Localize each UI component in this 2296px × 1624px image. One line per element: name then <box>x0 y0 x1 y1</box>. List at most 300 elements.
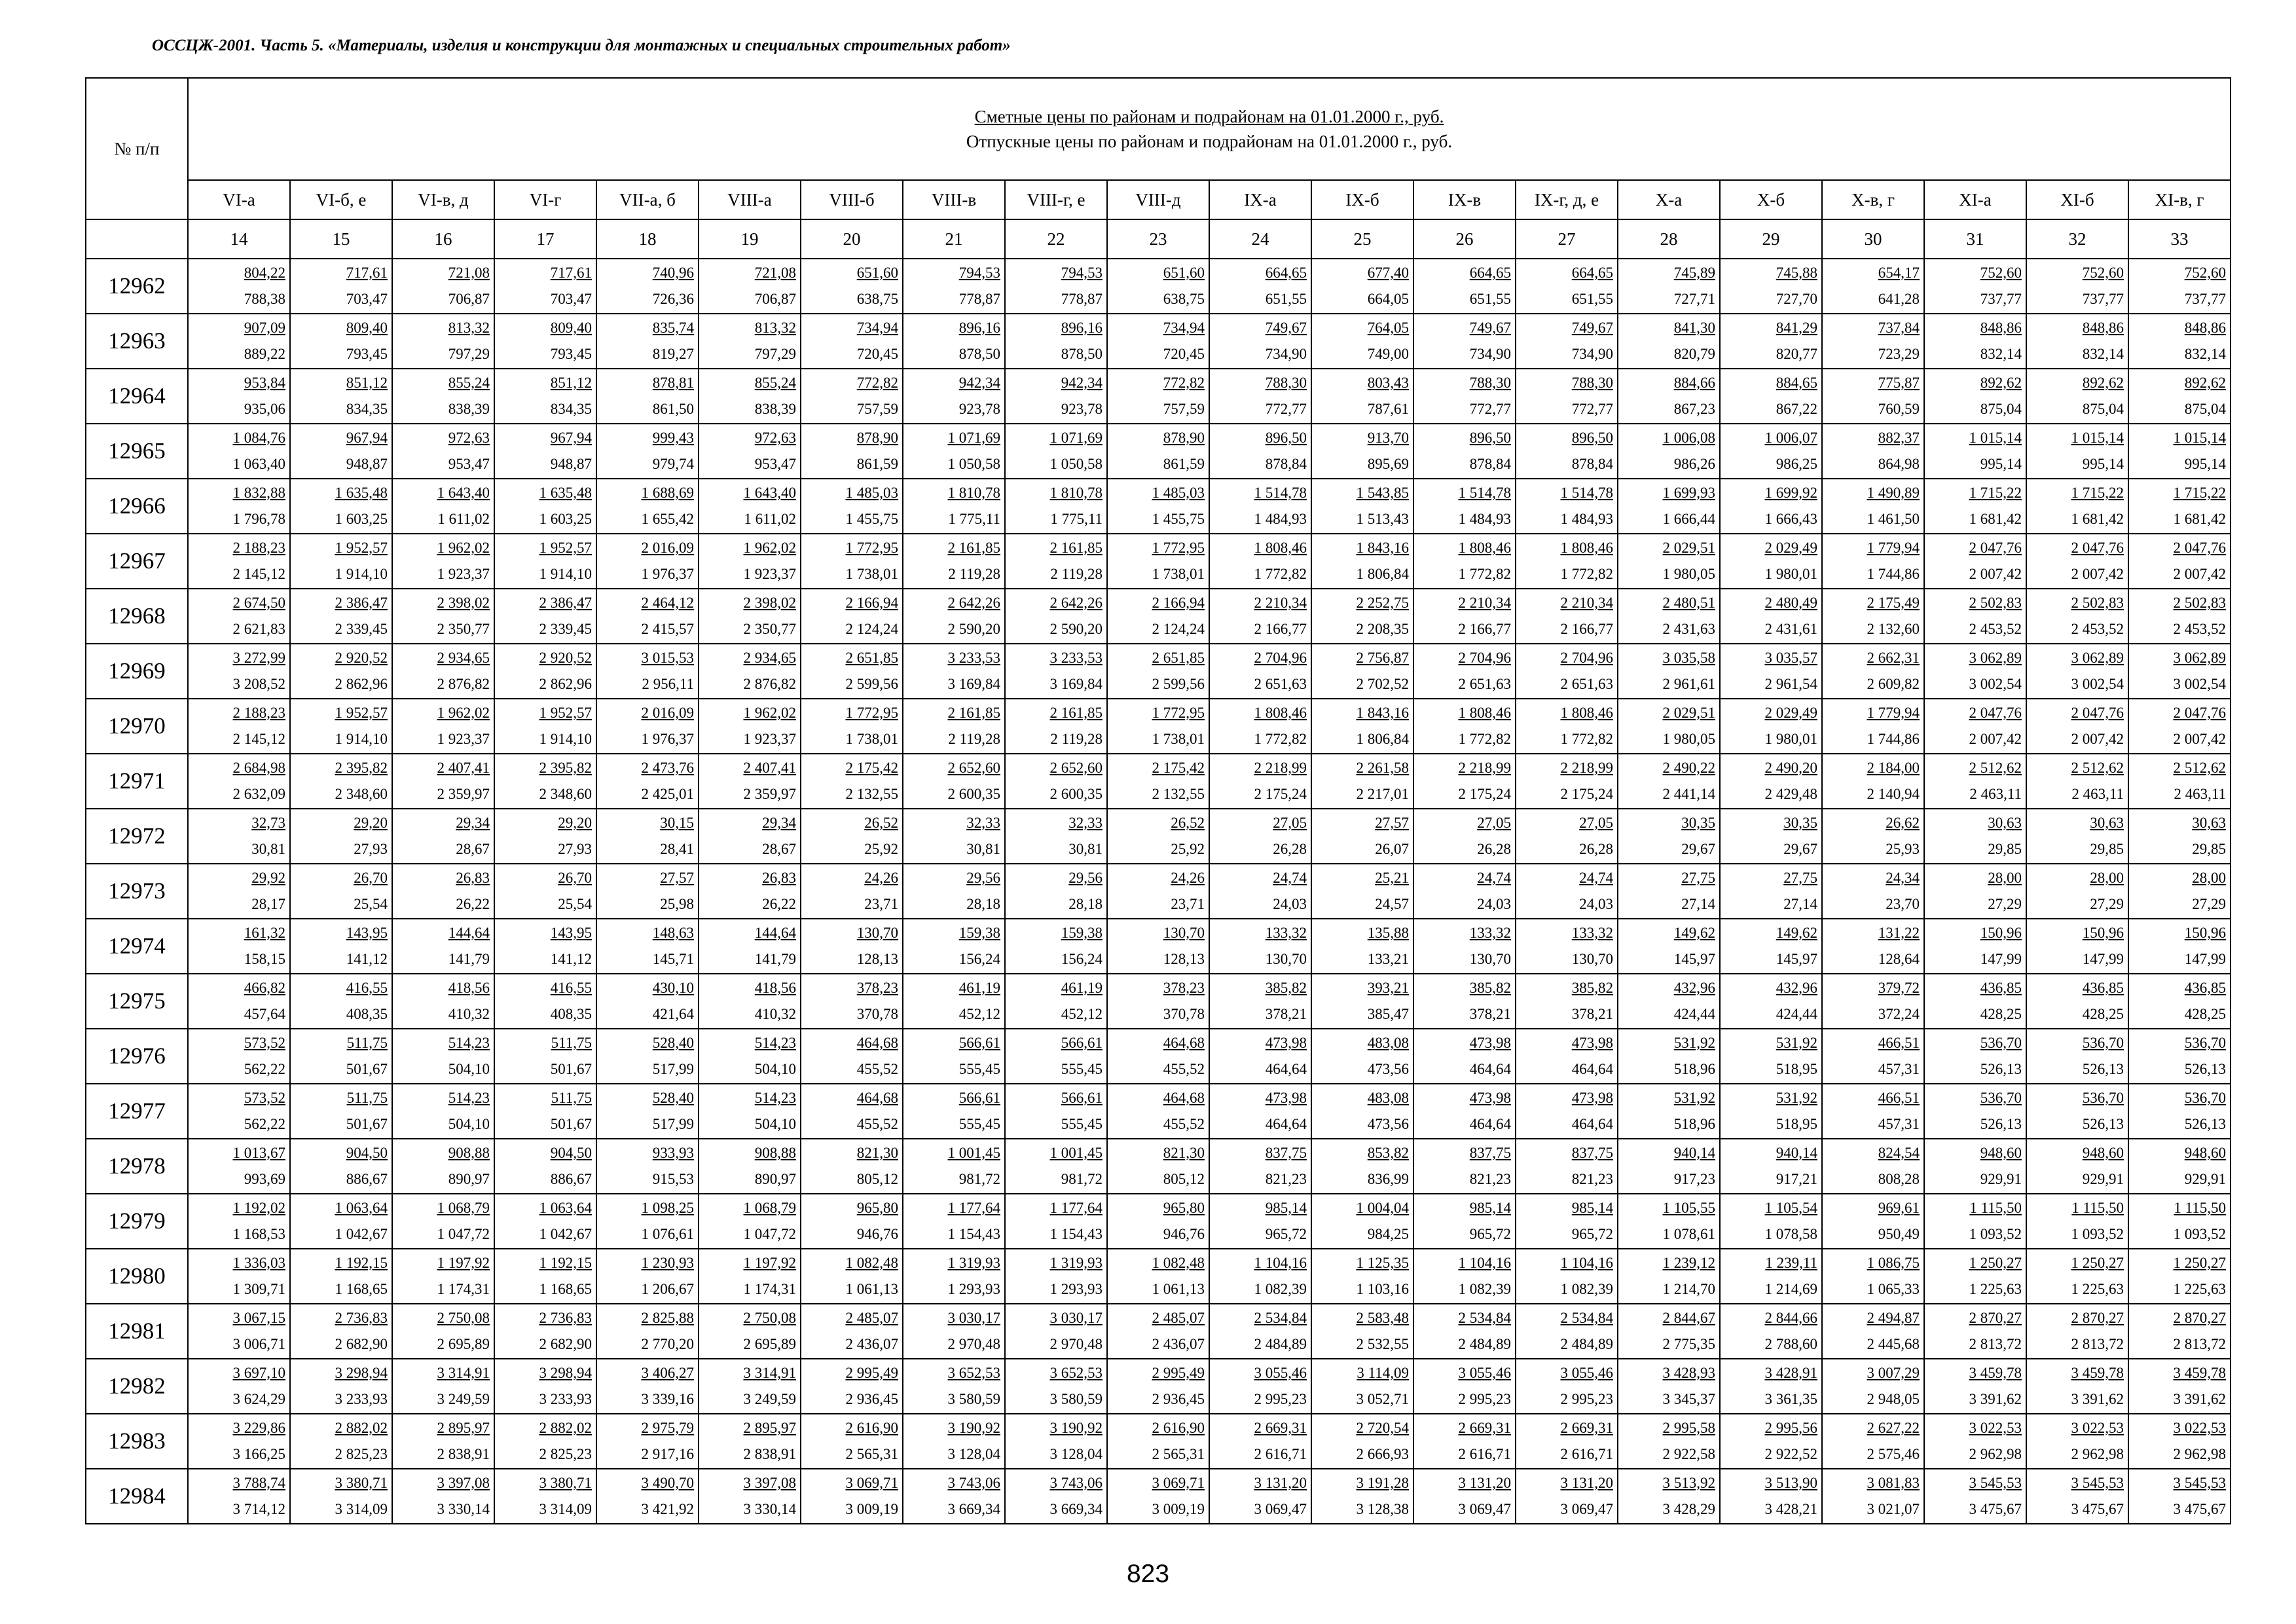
price-cell <box>699 1029 801 1084</box>
price-cell <box>494 919 596 974</box>
price-cell <box>1209 479 1311 534</box>
column-header: IX-б <box>1311 180 1413 219</box>
price-cell <box>1516 1194 1618 1249</box>
price-cell <box>801 1139 903 1194</box>
release-price: 3 714,12 <box>232 1501 285 1517</box>
price-cell <box>2128 919 2231 974</box>
estimated-price: 1 239,11 <box>1765 1255 1817 1271</box>
estimated-price: 745,88 <box>1776 265 1817 281</box>
release-price: 838,39 <box>754 401 796 417</box>
release-price: 504,10 <box>448 1061 490 1077</box>
release-price: 3 009,19 <box>1152 1501 1205 1517</box>
price-cell <box>1822 1139 1924 1194</box>
estimated-price: 1 772,95 <box>1152 540 1205 556</box>
table-row <box>86 314 2231 369</box>
release-price: 1 484,93 <box>1458 511 1511 527</box>
price-cell <box>188 314 290 369</box>
estimated-price: 2 016,09 <box>641 540 694 556</box>
price-cell <box>1413 1194 1516 1249</box>
release-price: 2 119,28 <box>948 566 1000 582</box>
release-price: 455,52 <box>856 1061 898 1077</box>
release-price: 2 838,91 <box>743 1446 796 1462</box>
estimated-price: 1 699,93 <box>1662 485 1715 501</box>
release-price: 130,70 <box>1469 951 1511 967</box>
estimated-price: 3 652,53 <box>947 1365 1000 1381</box>
price-cell <box>1107 1029 1209 1084</box>
price-cell <box>1209 1304 1311 1359</box>
release-price: 3 021,07 <box>1867 1501 1920 1517</box>
price-cell <box>1005 1139 1107 1194</box>
price-cell <box>1107 424 1209 479</box>
release-price: 1 681,42 <box>2173 511 2226 527</box>
release-price: 2 970,48 <box>947 1336 1000 1352</box>
price-cell <box>1618 699 1720 754</box>
estimated-price: 26,52 <box>864 815 898 831</box>
estimated-price: 907,09 <box>244 320 285 336</box>
table-title <box>188 78 2231 180</box>
price-cell <box>1618 1414 1720 1469</box>
estimated-price: 2 825,88 <box>641 1310 694 1326</box>
release-price: 27,29 <box>2192 896 2226 912</box>
release-price: 130,70 <box>1571 951 1613 967</box>
price-cell <box>290 259 392 314</box>
release-price: 2 431,61 <box>1764 621 1817 637</box>
price-cell <box>1720 1304 1822 1359</box>
estimated-price: 473,98 <box>1469 1035 1511 1051</box>
estimated-price: 2 920,52 <box>539 650 592 666</box>
release-price: 408,35 <box>346 1006 388 1022</box>
estimated-price: 908,88 <box>448 1145 490 1161</box>
estimated-price: 1 015,14 <box>1969 430 2022 446</box>
estimated-price: 2 386,47 <box>335 595 388 611</box>
estimated-price: 566,61 <box>958 1090 1000 1106</box>
estimated-price: 1 715,22 <box>1969 485 2022 501</box>
estimated-price: 1 490,89 <box>1867 485 1920 501</box>
column-header: VI-б, е <box>290 180 392 219</box>
column-header: VIII-г, е <box>1005 180 1107 219</box>
price-cell <box>2128 1194 2231 1249</box>
release-price: 760,59 <box>1878 401 1920 417</box>
release-price: 2 453,52 <box>2173 621 2226 637</box>
estimated-price: 1 001,45 <box>1049 1145 1102 1161</box>
estimated-price: 24,74 <box>1477 870 1511 886</box>
release-price: 378,21 <box>1571 1006 1613 1022</box>
release-price: 1 738,01 <box>845 731 898 747</box>
release-price: 820,79 <box>1673 346 1715 362</box>
price-cell <box>1924 809 2026 864</box>
estimated-price: 24,26 <box>1171 870 1205 886</box>
price-cell <box>903 1139 1005 1194</box>
estimated-price: 3 545,53 <box>1969 1475 2022 1491</box>
release-price: 965,72 <box>1571 1226 1613 1242</box>
release-price: 1 796,78 <box>232 511 285 527</box>
price-cell <box>1311 534 1413 589</box>
release-price: 424,44 <box>1673 1006 1715 1022</box>
release-price: 1 681,42 <box>2071 511 2124 527</box>
price-cell <box>1413 1359 1516 1414</box>
price-cell <box>1822 1414 1924 1469</box>
estimated-price: 851,12 <box>346 375 388 391</box>
release-price: 2 599,56 <box>845 676 898 692</box>
price-cell <box>801 369 903 424</box>
estimated-price: 2 669,31 <box>1254 1420 1307 1436</box>
release-price: 2 445,68 <box>1867 1336 1920 1352</box>
estimated-price: 3 055,46 <box>1560 1365 1613 1381</box>
price-cell <box>903 259 1005 314</box>
price-cell <box>801 1469 903 1524</box>
estimated-price: 3 380,71 <box>335 1475 388 1491</box>
estimated-price: 3 055,46 <box>1254 1365 1307 1381</box>
estimated-price: 2 674,50 <box>232 595 285 611</box>
estimated-price: 1 514,78 <box>1254 485 1307 501</box>
estimated-price: 2 512,62 <box>2071 760 2124 776</box>
price-cell <box>1720 1084 1822 1139</box>
price-cell <box>494 809 596 864</box>
estimated-price: 1 962,02 <box>437 705 490 721</box>
release-price: 526,13 <box>2082 1116 2124 1132</box>
price-cell <box>903 424 1005 479</box>
release-price: 929,91 <box>1980 1171 2022 1187</box>
price-cell <box>290 534 392 589</box>
release-price: 526,13 <box>2184 1116 2226 1132</box>
estimated-price: 1 772,95 <box>1152 705 1205 721</box>
estimated-price: 1 832,88 <box>232 485 285 501</box>
price-cell <box>392 1194 494 1249</box>
estimated-price: 1 197,92 <box>437 1255 490 1271</box>
estimated-price: 967,94 <box>550 430 592 446</box>
estimated-price: 2 651,85 <box>845 650 898 666</box>
release-price: 1 666,43 <box>1764 511 1817 527</box>
price-cell <box>1924 259 2026 314</box>
estimated-price: 2 534,84 <box>1560 1310 1613 1326</box>
price-cell <box>1720 1194 1822 1249</box>
estimated-price: 2 975,79 <box>641 1420 694 1436</box>
price-cell <box>392 1469 494 1524</box>
price-cell <box>1311 864 1413 919</box>
price-cell <box>2026 1414 2128 1469</box>
release-price: 723,29 <box>1878 346 1920 362</box>
estimated-price: 1 192,02 <box>232 1200 285 1216</box>
release-price: 457,31 <box>1878 1116 1920 1132</box>
price-cell <box>699 1304 801 1359</box>
estimated-price: 29,56 <box>1068 870 1102 886</box>
estimated-price: 878,81 <box>652 375 694 391</box>
release-price: 861,59 <box>1163 456 1205 472</box>
estimated-price: 985,14 <box>1469 1200 1511 1216</box>
price-cell <box>2026 974 2128 1029</box>
price-cell <box>494 1414 596 1469</box>
release-price: 2 838,91 <box>437 1446 490 1462</box>
price-cell <box>2026 919 2128 974</box>
price-cell <box>801 974 903 1029</box>
price-cell <box>1413 974 1516 1029</box>
estimated-price: 848,86 <box>2082 320 2124 336</box>
estimated-price: 2 534,84 <box>1458 1310 1511 1326</box>
price-cell <box>1516 699 1618 754</box>
estimated-price: 30,63 <box>2090 815 2124 831</box>
release-price: 2 208,35 <box>1356 621 1409 637</box>
price-cell <box>2026 754 2128 809</box>
release-price: 875,04 <box>1980 401 2022 417</box>
estimated-price: 27,75 <box>1681 870 1715 886</box>
estimated-price: 1 772,95 <box>845 705 898 721</box>
release-price: 504,10 <box>448 1116 490 1132</box>
estimated-price: 965,80 <box>1163 1200 1205 1216</box>
price-cell <box>1107 1469 1209 1524</box>
release-price: 1 293,93 <box>947 1281 1000 1297</box>
estimated-price: 1 071,69 <box>1049 430 1102 446</box>
release-price: 1 154,43 <box>947 1226 1000 1242</box>
release-price: 821,23 <box>1571 1171 1613 1187</box>
price-cell <box>699 369 801 424</box>
release-price: 805,12 <box>1163 1171 1205 1187</box>
price-cell <box>290 974 392 1029</box>
release-price: 526,13 <box>1980 1116 2022 1132</box>
price-cell <box>290 369 392 424</box>
release-price: 25,54 <box>558 896 592 912</box>
release-price: 1 775,11 <box>1050 511 1102 527</box>
estimated-price: 131,22 <box>1878 925 1920 941</box>
release-price: 29,85 <box>2192 841 2226 857</box>
price-cell <box>596 644 699 699</box>
release-price: 3 052,71 <box>1356 1391 1409 1407</box>
release-price: 638,75 <box>1163 291 1205 307</box>
release-price: 2 590,20 <box>947 621 1000 637</box>
release-price: 517,99 <box>652 1116 694 1132</box>
price-cell <box>1924 424 2026 479</box>
estimated-price: 1 068,79 <box>437 1200 490 1216</box>
price-cell <box>1924 1139 2026 1194</box>
price-cell <box>494 369 596 424</box>
estimated-price: 933,93 <box>652 1145 694 1161</box>
table-row <box>86 1249 2231 1304</box>
release-price: 867,22 <box>1776 401 1817 417</box>
estimated-price: 734,94 <box>1163 320 1205 336</box>
price-cell <box>1720 754 1822 809</box>
price-cell <box>1413 479 1516 534</box>
estimated-price: 734,94 <box>856 320 898 336</box>
estimated-price: 514,23 <box>448 1035 490 1051</box>
estimated-price: 3 035,58 <box>1662 650 1715 666</box>
release-price: 2 166,77 <box>1560 621 1613 637</box>
release-price: 861,50 <box>652 401 694 417</box>
release-price: 1 666,44 <box>1662 511 1715 527</box>
estimated-price: 2 502,83 <box>2173 595 2226 611</box>
price-cell <box>1413 1084 1516 1139</box>
price-cell <box>1005 919 1107 974</box>
price-cell <box>1005 534 1107 589</box>
price-cell <box>188 1304 290 1359</box>
release-price: 838,39 <box>448 401 490 417</box>
price-cell <box>1005 1249 1107 1304</box>
release-price: 133,21 <box>1367 951 1409 967</box>
release-price: 984,25 <box>1367 1226 1409 1242</box>
price-cell <box>290 1084 392 1139</box>
estimated-price: 2 750,08 <box>743 1310 796 1326</box>
estimated-price: 511,75 <box>346 1090 388 1106</box>
release-price: 1 225,63 <box>2173 1281 2226 1297</box>
price-cell <box>1618 1359 1720 1414</box>
price-cell <box>1924 1029 2026 1084</box>
release-price: 1 082,39 <box>1458 1281 1511 1297</box>
release-price: 2 600,35 <box>947 786 1000 802</box>
price-cell <box>2026 259 2128 314</box>
release-price: 651,55 <box>1469 291 1511 307</box>
estimated-price: 2 047,76 <box>2173 705 2226 721</box>
price-cell <box>1720 589 1822 644</box>
estimated-price: 3 545,53 <box>2071 1475 2124 1491</box>
estimated-price: 3 081,83 <box>1867 1475 1920 1491</box>
release-price: 1 806,84 <box>1356 566 1409 582</box>
price-cell <box>1311 699 1413 754</box>
table-title-row <box>86 78 2231 180</box>
release-price: 1 484,93 <box>1560 511 1613 527</box>
estimated-price: 2 662,31 <box>1867 650 1920 666</box>
estimated-price: 1 843,16 <box>1356 540 1409 556</box>
release-price: 3 166,25 <box>232 1446 285 1462</box>
estimated-price: 1 715,22 <box>2071 485 2124 501</box>
estimated-price: 942,34 <box>1061 375 1102 391</box>
price-cell <box>596 1084 699 1139</box>
price-cell <box>2128 644 2231 699</box>
table-row <box>86 259 2231 314</box>
estimated-price: 2 175,42 <box>845 760 898 776</box>
estimated-price: 2 934,65 <box>743 650 796 666</box>
release-price: 2 956,11 <box>642 676 694 692</box>
column-number: 18 <box>596 219 699 259</box>
price-cell <box>699 534 801 589</box>
release-price: 2 651,63 <box>1254 676 1307 692</box>
release-price: 3 391,62 <box>2173 1391 2226 1407</box>
release-price: 25,92 <box>864 841 898 857</box>
column-header: VI-в, д <box>392 180 494 219</box>
estimated-price: 149,62 <box>1776 925 1817 941</box>
release-price: 473,56 <box>1367 1116 1409 1132</box>
release-price: 889,22 <box>244 346 285 362</box>
estimated-price: 3 397,08 <box>437 1475 490 1491</box>
price-cell <box>903 1359 1005 1414</box>
release-price: 917,21 <box>1776 1171 1817 1187</box>
estimated-price: 3 513,90 <box>1764 1475 1817 1491</box>
estimated-price: 717,61 <box>550 265 592 281</box>
estimated-price: 416,55 <box>550 980 592 996</box>
estimated-price: 853,82 <box>1367 1145 1409 1161</box>
release-price: 1 050,58 <box>947 456 1000 472</box>
price-cell <box>1822 424 1924 479</box>
release-price: 3 391,62 <box>1969 1391 2022 1407</box>
table-row <box>86 1414 2231 1469</box>
price-cell <box>392 479 494 534</box>
price-cell <box>188 699 290 754</box>
release-price: 993,69 <box>244 1171 285 1187</box>
release-price: 1 042,67 <box>539 1226 592 1242</box>
release-price: 2 175,24 <box>1458 786 1511 802</box>
estimated-price: 1 015,14 <box>2071 430 2124 446</box>
release-price: 26,22 <box>762 896 796 912</box>
price-cell <box>699 1249 801 1304</box>
price-cell <box>1209 534 1311 589</box>
estimated-price: 940,14 <box>1673 1145 1715 1161</box>
column-number: 30 <box>1822 219 1924 259</box>
release-price: 2 441,14 <box>1662 786 1715 802</box>
estimated-price: 130,70 <box>1163 925 1205 941</box>
price-cell <box>2026 1359 2128 1414</box>
estimated-price: 841,30 <box>1673 320 1715 336</box>
price-cell <box>1618 644 1720 699</box>
price-cell <box>290 424 392 479</box>
price-cell <box>1618 1249 1720 1304</box>
price-cell <box>801 534 903 589</box>
estimated-price: 1 068,79 <box>743 1200 796 1216</box>
estimated-price: 531,92 <box>1673 1090 1715 1106</box>
estimated-price: 940,14 <box>1776 1145 1817 1161</box>
estimated-price: 2 047,76 <box>2071 705 2124 721</box>
estimated-price: 436,85 <box>1980 980 2022 996</box>
estimated-price: 2 652,60 <box>947 760 1000 776</box>
release-price: 410,32 <box>448 1006 490 1022</box>
release-price: 1 806,84 <box>1356 731 1409 747</box>
row-number: 12964 <box>86 369 188 424</box>
release-price: 147,99 <box>2082 951 2124 967</box>
table-row <box>86 479 2231 534</box>
price-cell <box>1005 1304 1107 1359</box>
column-number: 28 <box>1618 219 1720 259</box>
estimated-price: 884,65 <box>1776 375 1817 391</box>
column-header: VIII-в <box>903 180 1005 219</box>
price-cell <box>1618 864 1720 919</box>
estimated-price: 1 063,64 <box>335 1200 388 1216</box>
release-price: 2 339,45 <box>539 621 592 637</box>
release-price: 23,71 <box>1171 896 1205 912</box>
price-cell <box>699 699 801 754</box>
estimated-price: 3 272,99 <box>232 650 285 666</box>
release-price: 778,87 <box>958 291 1000 307</box>
estimated-price: 1 779,94 <box>1867 705 1920 721</box>
estimated-price: 1 952,57 <box>335 705 388 721</box>
release-price: 1 681,42 <box>1969 511 2022 527</box>
estimated-price: 30,15 <box>660 815 694 831</box>
release-price: 2 119,28 <box>1050 566 1102 582</box>
price-cell <box>188 1084 290 1139</box>
row-number: 12974 <box>86 919 188 974</box>
price-cell <box>1618 534 1720 589</box>
estimated-price: 892,62 <box>2184 375 2226 391</box>
release-price: 428,25 <box>2184 1006 2226 1022</box>
price-cell <box>801 644 903 699</box>
release-price: 3 233,93 <box>335 1391 388 1407</box>
estimated-price: 511,75 <box>346 1035 388 1051</box>
estimated-price: 2 704,96 <box>1560 650 1613 666</box>
price-cell <box>596 1139 699 1194</box>
release-price: 981,72 <box>1061 1171 1102 1187</box>
column-header: XI-б <box>2026 180 2128 219</box>
release-price: 30,81 <box>251 841 285 857</box>
estimated-price: 2 720,54 <box>1356 1420 1409 1436</box>
estimated-price: 1 635,48 <box>539 485 592 501</box>
price-cell <box>1311 1359 1413 1414</box>
estimated-price: 2 652,60 <box>1049 760 1102 776</box>
estimated-price: 2 161,85 <box>947 540 1000 556</box>
price-cell <box>1822 754 1924 809</box>
price-cell <box>290 1029 392 1084</box>
price-cell <box>1005 644 1107 699</box>
price-cell <box>1209 974 1311 1029</box>
price-cell <box>801 864 903 919</box>
price-cell <box>2026 314 2128 369</box>
column-header: IX-а <box>1209 180 1311 219</box>
price-cell <box>1005 259 1107 314</box>
release-price: 2 995,23 <box>1560 1391 1613 1407</box>
